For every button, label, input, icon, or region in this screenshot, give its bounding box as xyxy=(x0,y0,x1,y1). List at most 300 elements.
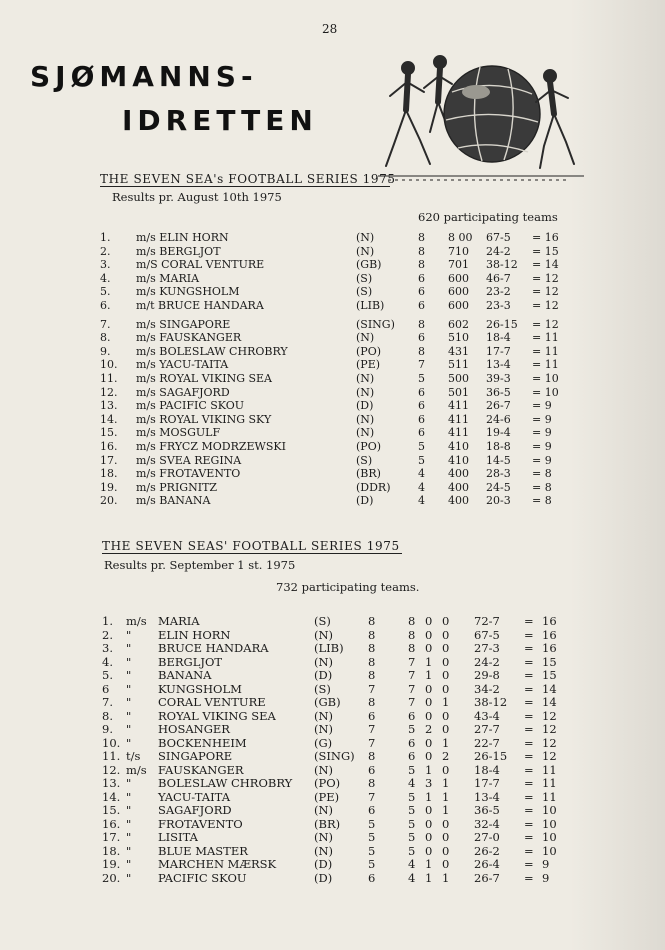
cell-played: 7 xyxy=(368,789,376,804)
cell-goals: 32-4 xyxy=(474,816,500,831)
cell-played: 8 xyxy=(418,317,425,331)
cell-rank: 4. xyxy=(102,654,113,669)
cell-goals: 18-4 xyxy=(486,331,511,345)
cell-ship: PACIFIC SKOU xyxy=(158,870,247,885)
cell-prefix: m/s xyxy=(126,614,147,628)
cell-country: (N) xyxy=(314,722,334,736)
cell-wdl: 4 3 1 xyxy=(408,776,453,790)
table-row xyxy=(0,426,665,440)
cell-wdl: 410 xyxy=(448,453,469,467)
cell-ship: SAGAFJORD xyxy=(158,803,232,817)
cell-goals: 18-8 xyxy=(486,440,511,453)
cell-points: = 10 xyxy=(532,372,559,385)
cell-played: 6 xyxy=(418,299,425,312)
cell-rank: 14. xyxy=(100,412,118,426)
cell-rank: 2. xyxy=(100,244,111,258)
cell-wdl: 500 xyxy=(448,372,469,385)
cell-wdl: 400 xyxy=(448,480,469,494)
table-row xyxy=(0,749,665,763)
cell-ship: MARIA xyxy=(158,614,200,628)
cell-played: 7 xyxy=(368,681,376,696)
cell-points: = 8 xyxy=(532,467,552,481)
cell-rank: 3. xyxy=(102,641,113,655)
cell-played: 5 xyxy=(418,453,425,467)
cell-played: 8 xyxy=(368,627,376,642)
cell-ship: BERGLJOT xyxy=(158,654,223,669)
cell-points: 12 xyxy=(542,708,557,723)
cell-goals: 23-3 xyxy=(486,299,511,312)
table-row xyxy=(0,857,665,871)
cell-goals: 72-7 xyxy=(474,614,500,628)
cell-country: (GB) xyxy=(356,258,382,272)
cell-prefix: " xyxy=(126,627,132,642)
player-right-figure xyxy=(536,70,574,168)
cell-rank: 17. xyxy=(100,453,118,467)
cell-country: (PE) xyxy=(314,789,340,804)
cell-played: 8 xyxy=(368,614,376,628)
table-row xyxy=(0,830,665,844)
cell-ship: m/s PRIGNITZ xyxy=(136,480,218,494)
table-row xyxy=(0,345,665,359)
cell-points: 16 xyxy=(542,627,557,642)
cell-played: 7 xyxy=(368,735,376,750)
cell-played: 6 xyxy=(368,762,376,777)
cell-rank: 15. xyxy=(100,426,118,440)
cell-ship: BLUE MASTER xyxy=(158,843,248,858)
cell-country: (DDR) xyxy=(356,480,391,494)
table-row xyxy=(0,467,665,481)
cell-played: 6 xyxy=(418,285,425,299)
cell-points: 11 xyxy=(542,789,557,804)
cell-country: (PO) xyxy=(356,344,382,358)
table-row xyxy=(0,628,665,642)
table-row xyxy=(0,481,665,495)
cell-country: (PO) xyxy=(356,440,382,453)
cell-ship: BANANA xyxy=(158,668,212,682)
cell-goals: 24-2 xyxy=(486,244,511,258)
cell-goals: 17-7 xyxy=(474,776,500,790)
cell-country: (BR) xyxy=(356,467,381,481)
cell-goals: 13-4 xyxy=(486,358,511,372)
cell-wdl: 600 xyxy=(448,299,469,312)
table-row xyxy=(0,682,665,696)
cell-country: (N) xyxy=(314,830,334,844)
cell-country: (G) xyxy=(314,735,333,750)
cell-prefix: " xyxy=(126,641,132,655)
cell-country: (S) xyxy=(356,285,373,299)
cell-points: 12 xyxy=(542,735,557,750)
cell-ship: KUNGSHOLM xyxy=(158,681,242,696)
cell-wdl: 431 xyxy=(448,344,469,358)
cell-goals: 14-5 xyxy=(486,453,511,467)
cell-ship: ROYAL VIKING SEA xyxy=(158,708,276,723)
table-row xyxy=(0,844,665,858)
cell-rank: 18. xyxy=(100,467,118,481)
cell-wdl: 5 0 0 xyxy=(408,816,453,831)
cell-points: = 11 xyxy=(532,344,559,358)
cell-wdl: 8 0 0 xyxy=(408,614,453,628)
cell-rank: 11. xyxy=(102,749,121,763)
table-row xyxy=(0,722,665,736)
cell-points: 10 xyxy=(542,843,557,858)
cell-goals: 67-5 xyxy=(474,627,500,642)
cell-rank: 6 xyxy=(102,681,110,696)
cell-points: 12 xyxy=(542,722,557,736)
cell-wdl: 701 xyxy=(448,258,469,272)
section2-subtitle: Results pr. September 1 st. 1975 xyxy=(104,558,296,572)
cell-ship: BOCKENHEIM xyxy=(158,735,247,750)
cell-goals: 24-5 xyxy=(486,480,511,494)
cell-played: 6 xyxy=(418,399,425,413)
cell-country: (N) xyxy=(314,843,334,858)
cell-country: (PE) xyxy=(356,358,381,372)
cell-eq: = xyxy=(524,681,534,696)
cell-rank: 20. xyxy=(102,870,121,885)
cell-rank: 17. xyxy=(102,830,121,844)
cell-played: 4 xyxy=(418,467,425,481)
cell-points: = 10 xyxy=(532,385,559,399)
cell-points: 9 xyxy=(542,857,550,871)
table-row xyxy=(0,331,665,345)
cell-played: 5 xyxy=(418,440,425,453)
cell-played: 6 xyxy=(418,271,425,285)
cell-country: (S) xyxy=(356,271,373,285)
cell-goals: 43-4 xyxy=(474,708,500,723)
cell-wdl: 400 xyxy=(448,494,469,508)
cell-points: 14 xyxy=(542,681,557,696)
cell-country: (LIB) xyxy=(356,299,385,312)
cell-points: = 12 xyxy=(532,285,559,299)
cell-eq: = xyxy=(524,776,534,790)
cell-goals: 13-4 xyxy=(474,789,500,804)
cell-points: = 12 xyxy=(532,299,559,312)
cell-points: = 16 xyxy=(532,231,559,244)
cell-points: 9 xyxy=(542,870,550,885)
cell-points: = 9 xyxy=(532,440,552,453)
cell-prefix: t/s xyxy=(126,749,141,763)
cell-wdl: 411 xyxy=(448,412,469,426)
cell-wdl: 501 xyxy=(448,385,469,399)
cell-points: 10 xyxy=(542,830,557,844)
cell-goals: 28-3 xyxy=(486,467,511,481)
cell-ship: HOSANGER xyxy=(158,722,230,736)
cell-played: 8 xyxy=(418,244,425,258)
section2-heading-underline xyxy=(102,553,402,554)
cell-points: = 11 xyxy=(532,331,559,345)
cell-wdl: 411 xyxy=(448,399,469,413)
cell-country: (S) xyxy=(314,614,331,628)
cell-rank: 9. xyxy=(100,344,111,358)
cell-ship: m/s SAGAFJORD xyxy=(136,385,230,399)
cell-wdl: 5 0 0 xyxy=(408,843,453,858)
cell-points: 12 xyxy=(542,749,557,763)
cell-prefix: " xyxy=(126,722,132,736)
cell-prefix: " xyxy=(126,708,132,723)
cell-goals: 27-3 xyxy=(474,641,500,655)
cell-eq: = xyxy=(524,627,534,642)
title-line-2: IDRETTEN xyxy=(122,104,318,137)
cell-goals: 36-5 xyxy=(474,803,500,817)
football-players-illustration xyxy=(378,48,584,188)
cell-prefix: " xyxy=(126,789,132,804)
cell-points: = 15 xyxy=(532,244,559,258)
cell-ship: m/s PACIFIC SKOU xyxy=(136,399,245,413)
cell-ship: LISITA xyxy=(158,830,198,844)
cell-country: (N) xyxy=(314,803,334,817)
table-row xyxy=(0,454,665,468)
cell-country: (SING) xyxy=(356,317,395,331)
cell-played: 8 xyxy=(368,776,376,790)
cell-wdl: 600 xyxy=(448,271,469,285)
cell-goals: 38-12 xyxy=(474,695,508,709)
cell-ship: m/s ROYAL VIKING SKY xyxy=(136,412,272,426)
cell-wdl: 8 00 xyxy=(448,231,473,244)
cell-points: 10 xyxy=(542,803,557,817)
cell-goals: 20-3 xyxy=(486,494,511,508)
cell-prefix: " xyxy=(126,870,132,885)
section1-participants: 620 participating teams xyxy=(418,210,558,224)
table-row xyxy=(0,258,665,272)
cell-country: (D) xyxy=(314,857,333,871)
cell-country: (LIB) xyxy=(314,641,344,655)
cell-rank: 16. xyxy=(102,816,121,831)
cell-country: (N) xyxy=(356,385,375,399)
cell-rank: 12. xyxy=(100,385,118,399)
cell-rank: 8. xyxy=(102,708,113,723)
cell-goals: 67-5 xyxy=(486,231,511,244)
cell-rank: 7. xyxy=(102,695,113,709)
cell-eq: = xyxy=(524,668,534,682)
table-row xyxy=(0,655,665,669)
cell-points: 16 xyxy=(542,614,557,628)
cell-wdl: 6 0 1 xyxy=(408,735,453,750)
cell-rank: 1. xyxy=(102,614,113,628)
cell-goals: 26-15 xyxy=(474,749,508,763)
cell-ship: m/s FAUSKANGER xyxy=(136,331,242,345)
cell-played: 8 xyxy=(418,344,425,358)
cell-ship: m/s KUNGSHOLM xyxy=(136,285,240,299)
cell-eq: = xyxy=(524,870,534,885)
cell-prefix: " xyxy=(126,776,132,790)
cell-ship: m/s SVEA REGINA xyxy=(136,453,242,467)
cell-country: (N) xyxy=(356,372,375,385)
table-row xyxy=(0,776,665,790)
cell-prefix: " xyxy=(126,668,132,682)
cell-points: = 14 xyxy=(532,258,559,272)
table-row xyxy=(0,817,665,831)
cell-goals: 38-12 xyxy=(486,258,518,272)
cell-ship: m/s BERGLJOT xyxy=(136,244,221,258)
cell-prefix: " xyxy=(126,843,132,858)
cell-prefix: " xyxy=(126,695,132,709)
cell-goals: 26-4 xyxy=(474,857,500,871)
table-row xyxy=(0,358,665,372)
cell-ship: m/s ELIN HORN xyxy=(136,231,229,244)
table-row xyxy=(0,790,665,804)
cell-wdl: 7 0 0 xyxy=(408,681,453,696)
cell-rank: 7. xyxy=(100,317,111,331)
cell-rank: 13. xyxy=(100,399,118,413)
cell-points: = 9 xyxy=(532,399,552,413)
cell-ship: CORAL VENTURE xyxy=(158,695,266,709)
table-row xyxy=(0,318,665,332)
cell-goals: 24-2 xyxy=(474,654,500,669)
cell-eq: = xyxy=(524,830,534,844)
cell-ship: m/s BANANA xyxy=(136,494,211,508)
cell-ship: m/S CORAL VENTURE xyxy=(136,258,265,272)
cell-wdl: 400 xyxy=(448,467,469,481)
cell-points: 15 xyxy=(542,654,557,669)
cell-prefix: m/s xyxy=(126,762,147,777)
cell-prefix: " xyxy=(126,681,132,696)
cell-country: (N) xyxy=(314,762,334,777)
table-row xyxy=(0,399,665,413)
cell-rank: 11. xyxy=(100,372,118,385)
cell-wdl: 6 0 0 xyxy=(408,708,453,723)
cell-country: (N) xyxy=(356,244,375,258)
cell-country: (N) xyxy=(356,426,375,440)
cell-prefix: " xyxy=(126,816,132,831)
cell-ship: ELIN HORN xyxy=(158,627,231,642)
cell-played: 5 xyxy=(368,816,376,831)
cell-rank: 5. xyxy=(100,285,111,299)
cell-played: 8 xyxy=(418,258,425,272)
cell-played: 6 xyxy=(368,803,376,817)
cell-country: (PO) xyxy=(314,776,341,790)
cell-rank: 4. xyxy=(100,271,111,285)
cell-eq: = xyxy=(524,749,534,763)
cell-goals: 27-0 xyxy=(474,830,500,844)
cell-rank: 18. xyxy=(102,843,121,858)
cell-ship: m/s YACU-TAITA xyxy=(136,358,229,372)
cell-points: = 12 xyxy=(532,271,559,285)
cell-country: (N) xyxy=(356,231,375,244)
cell-prefix: " xyxy=(126,857,132,871)
cell-ship: BRUCE HANDARA xyxy=(158,641,269,655)
cell-prefix: " xyxy=(126,654,132,669)
cell-rank: 19. xyxy=(100,480,118,494)
cell-prefix: " xyxy=(126,735,132,750)
cell-played: 8 xyxy=(368,654,376,669)
cell-goals: 34-2 xyxy=(474,681,500,696)
cell-ship: m/t BRUCE HANDARA xyxy=(136,299,264,312)
cell-played: 8 xyxy=(418,231,425,244)
cell-ship: FAUSKANGER xyxy=(158,762,244,777)
cell-points: = 9 xyxy=(532,426,552,440)
section1-heading: THE SEVEN SEA's FOOTBALL SERIES 1975 xyxy=(100,172,396,186)
cell-played: 5 xyxy=(418,372,425,385)
cell-played: 8 xyxy=(368,749,376,763)
cell-wdl: 5 1 0 xyxy=(408,762,453,777)
cell-points: 10 xyxy=(542,816,557,831)
cell-eq: = xyxy=(524,735,534,750)
cell-ship: m/s FRYCZ MODRZEWSKI xyxy=(136,440,286,453)
cell-country: (N) xyxy=(314,627,334,642)
cell-eq: = xyxy=(524,654,534,669)
cell-played: 6 xyxy=(418,331,425,345)
cell-goals: 27-7 xyxy=(474,722,500,736)
cell-rank: 9. xyxy=(102,722,113,736)
cell-wdl: 5 0 1 xyxy=(408,803,453,817)
cell-rank: 15. xyxy=(102,803,121,817)
cell-rank: 5. xyxy=(102,668,113,682)
table-row xyxy=(0,763,665,777)
cell-rank: 19. xyxy=(102,857,121,871)
cell-wdl: 602 xyxy=(448,317,469,331)
cell-wdl: 4 1 1 xyxy=(408,870,453,885)
table-row xyxy=(0,614,665,628)
cell-country: (N) xyxy=(314,654,334,669)
cell-goals: 36-5 xyxy=(486,385,511,399)
cell-played: 7 xyxy=(368,722,376,736)
cell-wdl: 7 0 1 xyxy=(408,695,453,709)
table-row xyxy=(0,372,665,386)
cell-prefix: " xyxy=(126,803,132,817)
cell-country: (D) xyxy=(314,870,333,885)
table-row xyxy=(0,695,665,709)
cell-rank: 8. xyxy=(100,331,111,345)
cell-wdl: 5 1 1 xyxy=(408,789,453,804)
cell-country: (D) xyxy=(356,494,374,508)
cell-ship: BOLESLAW CHROBRY xyxy=(158,776,293,790)
cell-played: 8 xyxy=(368,695,376,709)
table-row xyxy=(0,641,665,655)
player-left-figure xyxy=(386,62,430,166)
cell-goals: 26-7 xyxy=(486,399,511,413)
table-row xyxy=(0,231,665,245)
cell-goals: 29-8 xyxy=(474,668,500,682)
cell-eq: = xyxy=(524,789,534,804)
cell-rank: 6. xyxy=(100,299,111,312)
cell-country: (SING) xyxy=(314,749,355,763)
cell-eq: = xyxy=(524,762,534,777)
cell-ship: m/s MOSGULF xyxy=(136,426,221,440)
cell-eq: = xyxy=(524,857,534,871)
cell-country: (S) xyxy=(314,681,331,696)
cell-points: 16 xyxy=(542,641,557,655)
cell-ship: SINGAPORE xyxy=(158,749,233,763)
cell-rank: 10. xyxy=(100,358,118,372)
table-row xyxy=(0,440,665,454)
cell-country: (N) xyxy=(356,331,375,345)
cell-played: 6 xyxy=(368,870,376,885)
cell-goals: 19-4 xyxy=(486,426,511,440)
cell-played: 6 xyxy=(418,412,425,426)
table-row xyxy=(0,709,665,723)
table-row xyxy=(0,245,665,259)
table-row xyxy=(0,803,665,817)
cell-points: 15 xyxy=(542,668,557,682)
cell-eq: = xyxy=(524,614,534,628)
cell-goals: 26-15 xyxy=(486,317,518,331)
cell-played: 5 xyxy=(368,857,376,871)
cell-played: 4 xyxy=(418,480,425,494)
cell-played: 6 xyxy=(368,708,376,723)
cell-goals: 18-4 xyxy=(474,762,500,777)
cell-played: 6 xyxy=(418,385,425,399)
cell-wdl: 410 xyxy=(448,440,469,453)
cell-played: 4 xyxy=(418,494,425,508)
cell-ship: YACU-TAITA xyxy=(158,789,231,804)
cell-goals: 26-2 xyxy=(474,843,500,858)
cell-rank: 3. xyxy=(100,258,111,272)
cell-country: (BR) xyxy=(314,816,341,831)
cell-rank: 2. xyxy=(102,627,113,642)
cell-wdl: 6 0 2 xyxy=(408,749,453,763)
cell-goals: 22-7 xyxy=(474,735,500,750)
cell-wdl: 511 xyxy=(448,358,469,372)
cell-played: 8 xyxy=(368,641,376,655)
